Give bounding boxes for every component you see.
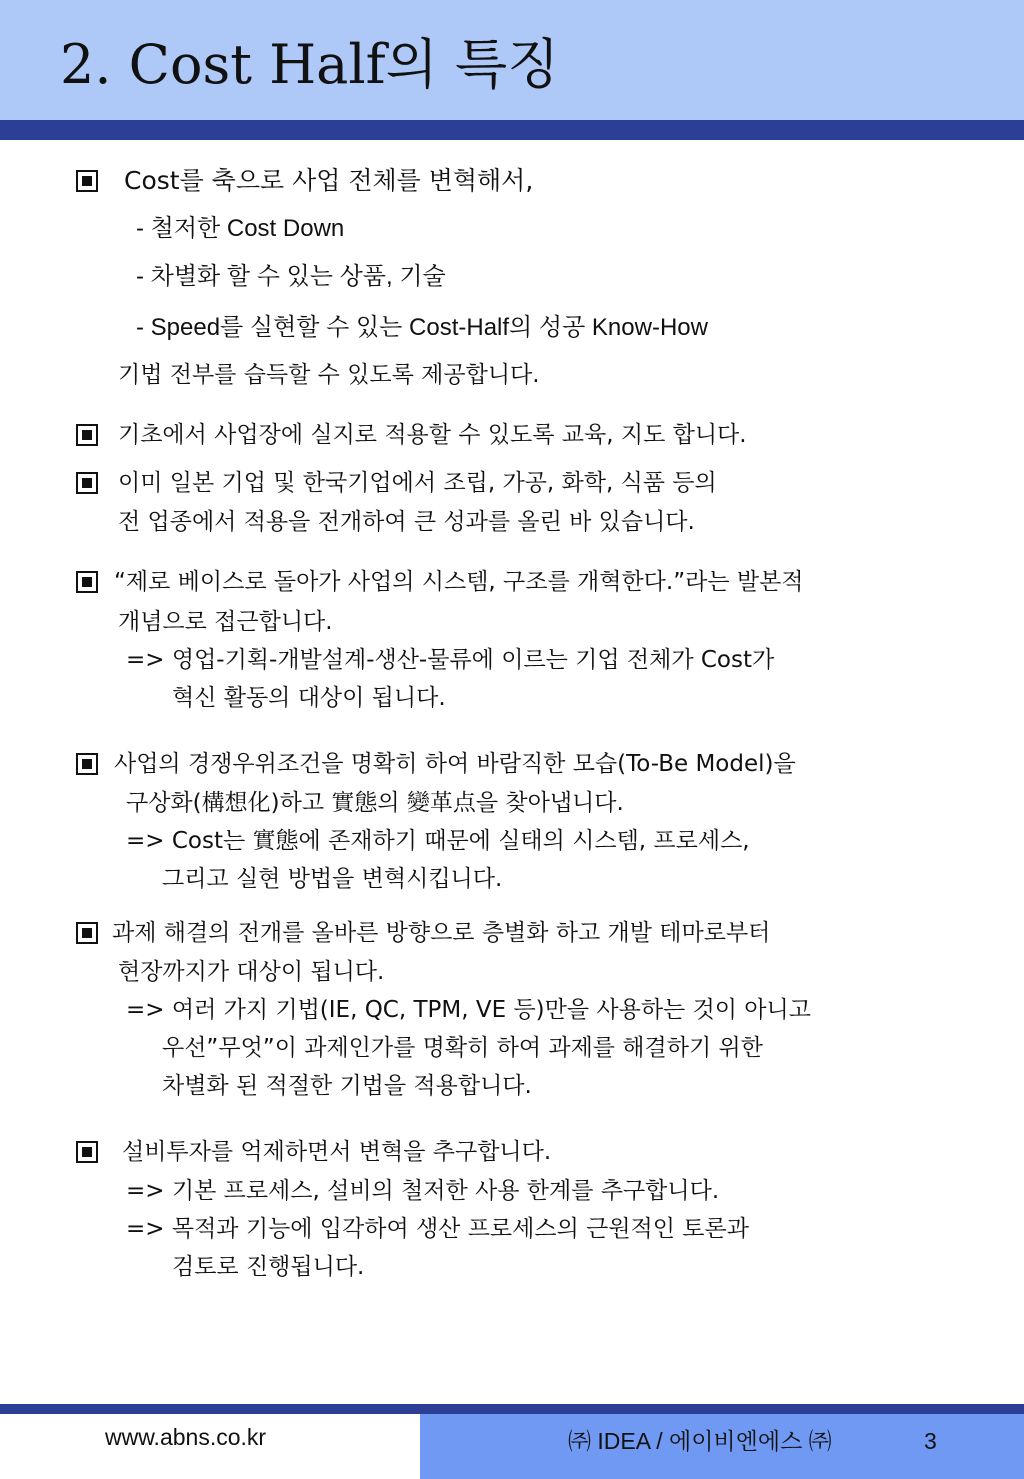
section-1-sub-3: - Speed를 실현할 수 있는 Cost-Half의 성공 Know-How (136, 314, 708, 341)
page-title: 2. Cost Half의 특징 (60, 33, 560, 96)
bullet-square-icon (76, 571, 98, 593)
section-6-line-3: => 여러 가지 기법(IE, QC, TPM, VE 등)만을 사용하는 것이 아니고 (126, 997, 811, 1023)
section-6-line-2: 현장까지가 대상이 됩니다. (118, 959, 385, 985)
bullet-square-icon (76, 753, 98, 775)
section-5-line-4: 그리고 실현 방법을 변혁시킵니다. (162, 866, 503, 892)
footer-rule (0, 1404, 1024, 1414)
section-4-line-3: => 영업-기획-개발설계-생산-물류에 이르는 기업 전체가 Cost가 (126, 647, 775, 673)
section-5-line-1: 사업의 경쟁우위조건을 명확히 하여 바람직한 모습(To-Be Model)을 (114, 751, 796, 777)
section-2-line-1: 기초에서 사업장에 실지로 적용할 수 있도록 교육, 지도 합니다. (118, 422, 747, 448)
section-1-sub-1: - 철저한 Cost Down (136, 215, 345, 242)
footer-website-link[interactable]: www.abns.co.kr (105, 1424, 267, 1450)
bullet-square-icon (76, 170, 98, 192)
footer-company: ㈜ IDEA / 에이비엔에스 ㈜ (568, 1428, 832, 1454)
section-1-line-5: 기법 전부를 습득할 수 있도록 제공합니다. (118, 362, 540, 388)
section-7-line-4: 검토로 진행됩니다. (172, 1254, 365, 1280)
section-7-line-2: => 기본 프로세스, 설비의 철저한 사용 한계를 추구합니다. (126, 1178, 720, 1204)
bullet-square-icon (76, 472, 98, 494)
section-4-line-2: 개념으로 접근합니다. (118, 609, 333, 635)
section-7-line-1: 설비투자를 억제하면서 변혁을 추구합니다. (122, 1139, 552, 1165)
section-7-line-3: => 목적과 기능에 입각하여 생산 프로세스의 근원적인 토론과 (126, 1216, 749, 1242)
bullet-square-icon (76, 1141, 98, 1163)
bullet-square-icon (76, 424, 98, 446)
section-3-line-2: 전 업종에서 적용을 전개하여 큰 성과를 올린 바 있습니다. (118, 509, 695, 535)
page-number: 3 (924, 1428, 937, 1454)
section-4-line-1: “제로 베이스로 돌아가 사업의 시스템, 구조를 개혁한다.”라는 발본적 (114, 569, 804, 595)
bullet-square-icon (76, 922, 98, 944)
section-1-line-1: Cost를 축으로 사업 전체를 변혁해서, (124, 166, 534, 195)
section-3-line-1: 이미 일본 기업 및 한국기업에서 조립, 가공, 화학, 식품 등의 (118, 470, 717, 496)
section-1-sub-2: - 차별화 할 수 있는 상품, 기술 (136, 263, 446, 290)
section-6-line-1: 과제 해결의 전개를 올바른 방향으로 층별화 하고 개발 테마로부터 (112, 920, 771, 946)
section-6-line-4: 우선”무엇”이 과제인가를 명확히 하여 과제를 해결하기 위한 (162, 1035, 763, 1061)
section-6-line-5: 차별화 된 적절한 기법을 적용합니다. (162, 1073, 532, 1099)
section-5-line-2: 구상화(構想化)하고 實態의 變革点을 찾아냅니다. (126, 790, 624, 816)
section-4-line-4: 혁신 활동의 대상이 됩니다. (172, 685, 446, 711)
section-5-line-3: => Cost는 實態에 존재하기 때문에 실태의 시스템, 프로세스, (126, 828, 750, 854)
